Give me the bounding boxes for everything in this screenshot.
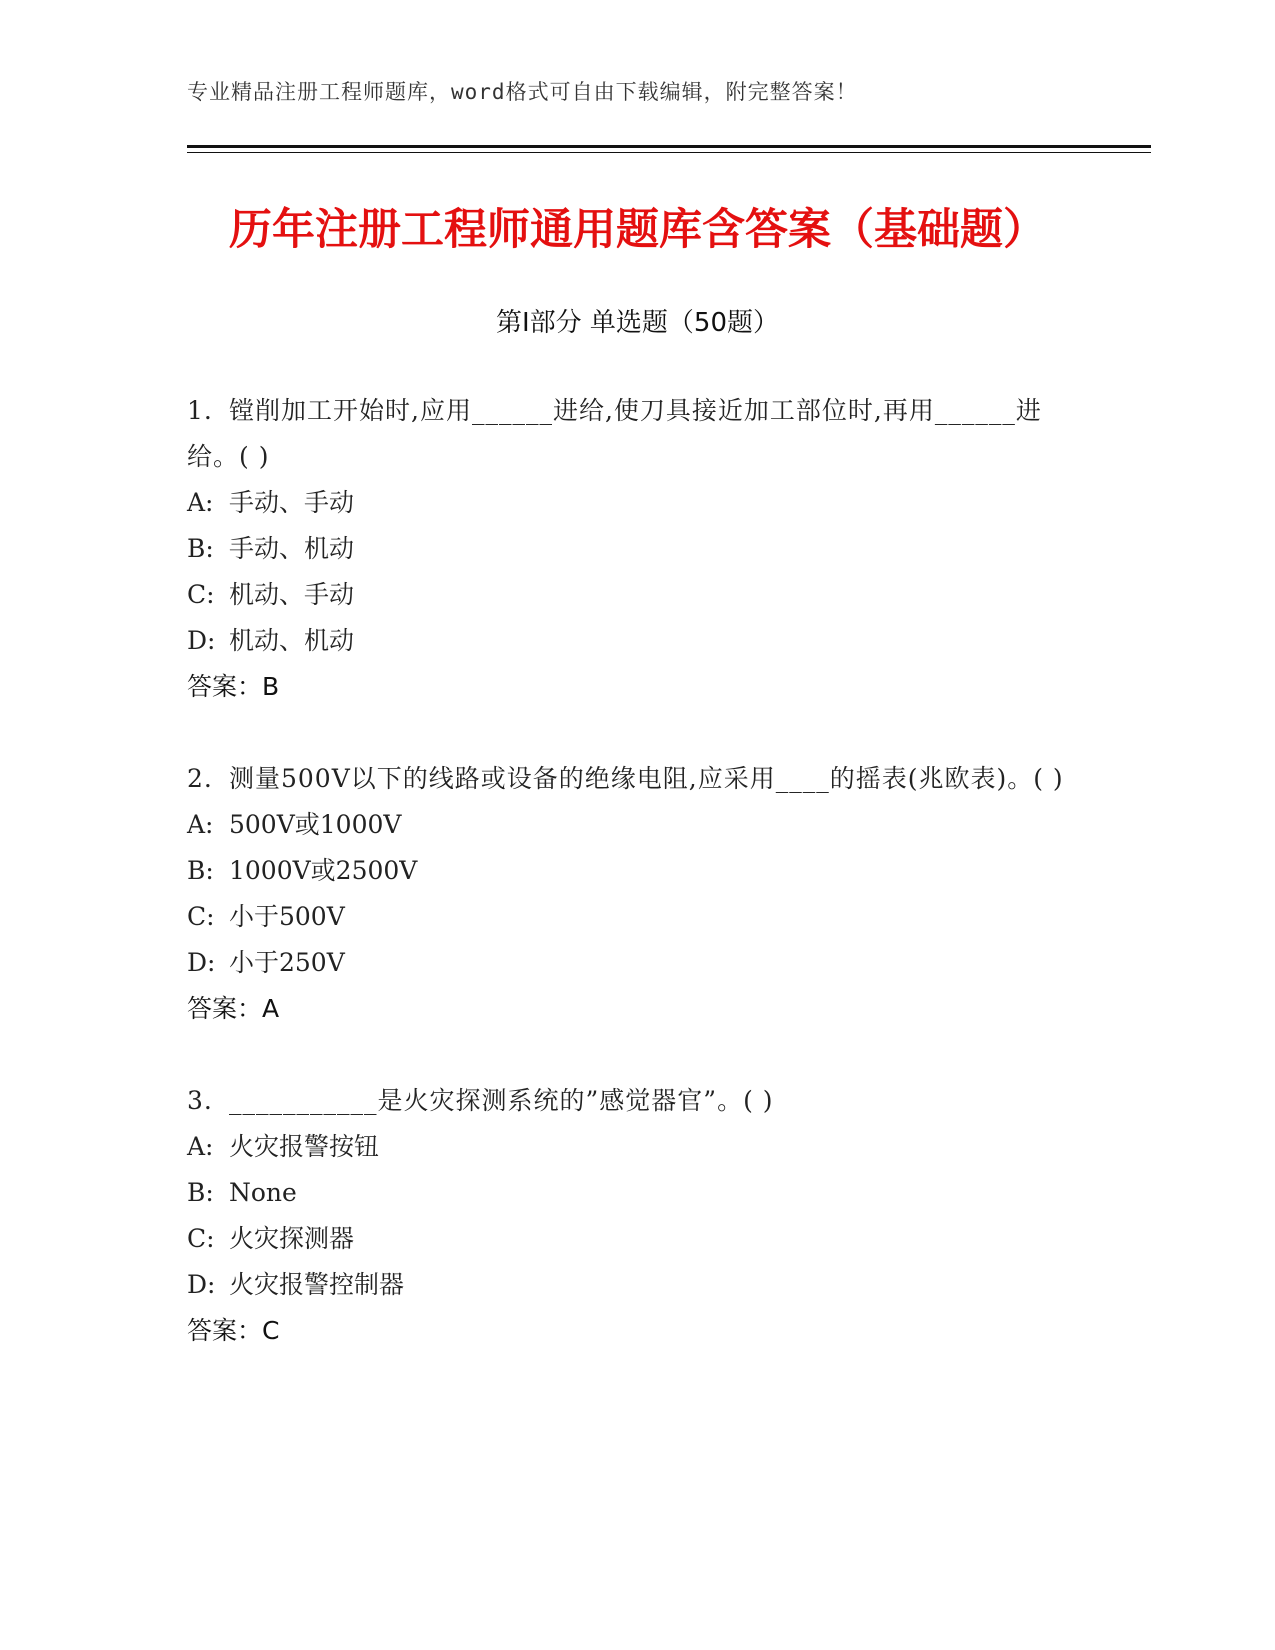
option-d xyxy=(187,940,1067,986)
option-letter: A: xyxy=(187,810,214,839)
question-number: 1. xyxy=(187,396,213,425)
header-rule-thin xyxy=(187,152,1151,153)
option-b xyxy=(187,526,1067,572)
option-letter: B: xyxy=(187,534,214,563)
option-d xyxy=(187,1262,1067,1308)
question-number: 3. xyxy=(187,1086,213,1115)
option-letter: B: xyxy=(187,1178,214,1207)
answer-value: A xyxy=(262,994,280,1023)
option-text: 火灾探测器 xyxy=(229,1224,355,1253)
question-3 xyxy=(187,1078,1067,1354)
question-stem xyxy=(187,756,1067,802)
answer-value: C xyxy=(262,1316,280,1345)
header-note: 专业精品注册工程师题库，word格式可自由下载编辑，附完整答案！ xyxy=(187,80,858,104)
question-1 xyxy=(187,388,1067,710)
option-text: 火灾报警控制器 xyxy=(229,1270,405,1299)
option-text: 手动、机动 xyxy=(229,534,355,563)
question-number: 2. xyxy=(187,764,213,793)
answer-label: 答案： xyxy=(187,994,263,1023)
option-text: 机动、手动 xyxy=(229,580,355,609)
question-text: ___________是火灾探测系统的”感觉器官”。( ) xyxy=(229,1086,774,1115)
answer-line xyxy=(187,986,1067,1032)
option-text: 500V或1000V xyxy=(229,810,402,839)
option-c xyxy=(187,572,1067,618)
option-a xyxy=(187,480,1067,526)
question-stem xyxy=(187,388,1067,480)
answer-label: 答案： xyxy=(187,1316,263,1345)
option-text: 小于500V xyxy=(229,902,345,931)
header-rule-thick xyxy=(187,145,1151,148)
option-letter: C: xyxy=(187,902,215,931)
question-stem xyxy=(187,1078,1067,1124)
option-text: 小于250V xyxy=(229,948,345,977)
option-letter: A: xyxy=(187,1132,214,1161)
document-title: 历年注册工程师通用题库含答案（基础题） xyxy=(229,205,1046,255)
option-b xyxy=(187,848,1067,894)
question-list xyxy=(187,388,1067,1400)
option-text: 机动、机动 xyxy=(229,626,355,655)
option-letter: B: xyxy=(187,856,214,885)
section-title: 第I部分 单选题（50题） xyxy=(495,308,780,338)
answer-label: 答案： xyxy=(187,672,263,701)
option-text: None xyxy=(229,1178,297,1207)
option-text: 1000V或2500V xyxy=(229,856,418,885)
option-a xyxy=(187,802,1067,848)
option-letter: C: xyxy=(187,1224,215,1253)
option-letter: D: xyxy=(187,948,216,977)
option-c xyxy=(187,1216,1067,1262)
option-a xyxy=(187,1124,1067,1170)
option-c xyxy=(187,894,1067,940)
answer-line xyxy=(187,664,1067,710)
option-letter: D: xyxy=(187,626,216,655)
option-letter: C: xyxy=(187,580,215,609)
option-text: 火灾报警按钮 xyxy=(229,1132,380,1161)
answer-line xyxy=(187,1308,1067,1354)
option-letter: D: xyxy=(187,1270,216,1299)
option-letter: A: xyxy=(187,488,214,517)
answer-value: B xyxy=(262,672,280,701)
question-text: 镗削加工开始时,应用______进给,使刀具接近加工部位时,再用______进给。( ) xyxy=(187,396,1042,471)
option-b xyxy=(187,1170,1067,1216)
option-text: 手动、手动 xyxy=(229,488,355,517)
option-d xyxy=(187,618,1067,664)
question-text: 测量500V以下的线路或设备的绝缘电阻,应采用____的摇表(兆欧表)。( ) xyxy=(229,764,1064,793)
question-2 xyxy=(187,756,1067,1032)
